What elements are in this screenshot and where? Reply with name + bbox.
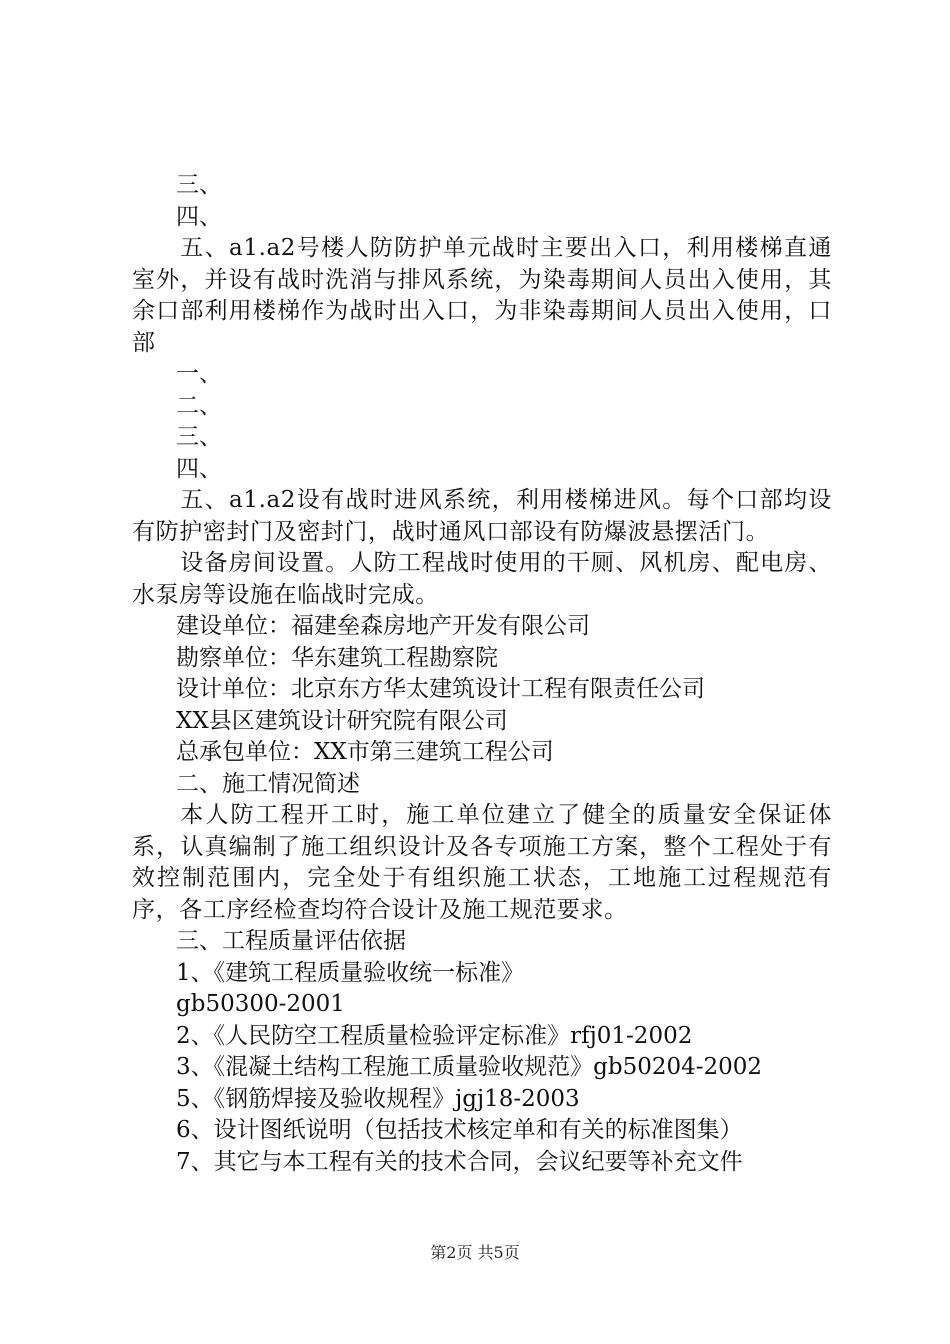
page-number-footer: 第2页 共5页 [430,1243,520,1262]
paragraph-equipment-rooms: 设备房间设置。人防工程战时使用的干厕、风机房、配电房、水泵房等设施在临战时完成。 [132,550,832,608]
design-unit-secondary: XX县区建筑设计研究院有限公司 [176,707,508,734]
document-body [132,170,832,1178]
general-contractor: 总承包单位：XX市第三建筑工程公司 [176,739,554,765]
list-item: 四、 [176,203,222,230]
reference-item: gb50300-2001 [176,991,345,1017]
section-heading: 三、工程质量评估依据 [176,928,406,954]
reference-item: 7、其它与本工程有关的技术合同，会议纪要等补充文件 [176,1148,743,1175]
reference-item: 3、《混凝土结构工程施工质量验收规范》gb50204-2002 [176,1054,763,1080]
list-item: 三、 [176,172,222,198]
list-item: 二、 [176,392,222,419]
design-unit: 设计单位：北京东方华太建筑设计工程有限责任公司 [176,676,705,702]
section-heading: 二、施工情况简述 [176,770,360,797]
survey-unit: 勘察单位：华东建筑工程勘察院 [176,644,498,671]
paragraph-ventilation: 五、a1.a2设有战时进风系统，利用楼梯进风。每个口部均设有防护密封门及密封门，战时通风口部设有防爆波悬摆活门。 [132,487,832,545]
reference-item: 1、《建筑工程质量验收统一标准》 [176,959,525,986]
list-item: 三、 [176,424,222,450]
reference-item: 5、《钢筋焊接及验收规程》jgj18-2003 [176,1085,580,1112]
paragraph-main-entrance: 五、a1.a2号楼人防防护单元战时主要出入口，利用楼梯直通室外，并设有战时洗消与排风系统，为染毒期间人员出入使用，其余口部利用楼梯作为战时出入口，为非染毒期间人员出入使用，口部 [132,235,832,356]
reference-item: 2、《人民防空工程质量检验评定标准》rfj01-2002 [176,1022,693,1049]
paragraph-construction-summary: 本人防工程开工时，施工单位建立了健全的质量安全保证体系，认真编制了施工组织设计及各专项施工方案，整个工程处于有效控制范围内，完全处于有组织施工状态，工地施工过程规范有序，各工序经检查均符合设计及施工规范要求。 [132,802,832,923]
list-item: 四、 [176,455,222,482]
reference-item: 6、设计图纸说明（包括技术核定单和有关的标准图集） [176,1117,743,1143]
construction-unit: 建设单位：福建垒森房地产开发有限公司 [176,613,590,639]
list-item: 一、 [176,361,222,387]
